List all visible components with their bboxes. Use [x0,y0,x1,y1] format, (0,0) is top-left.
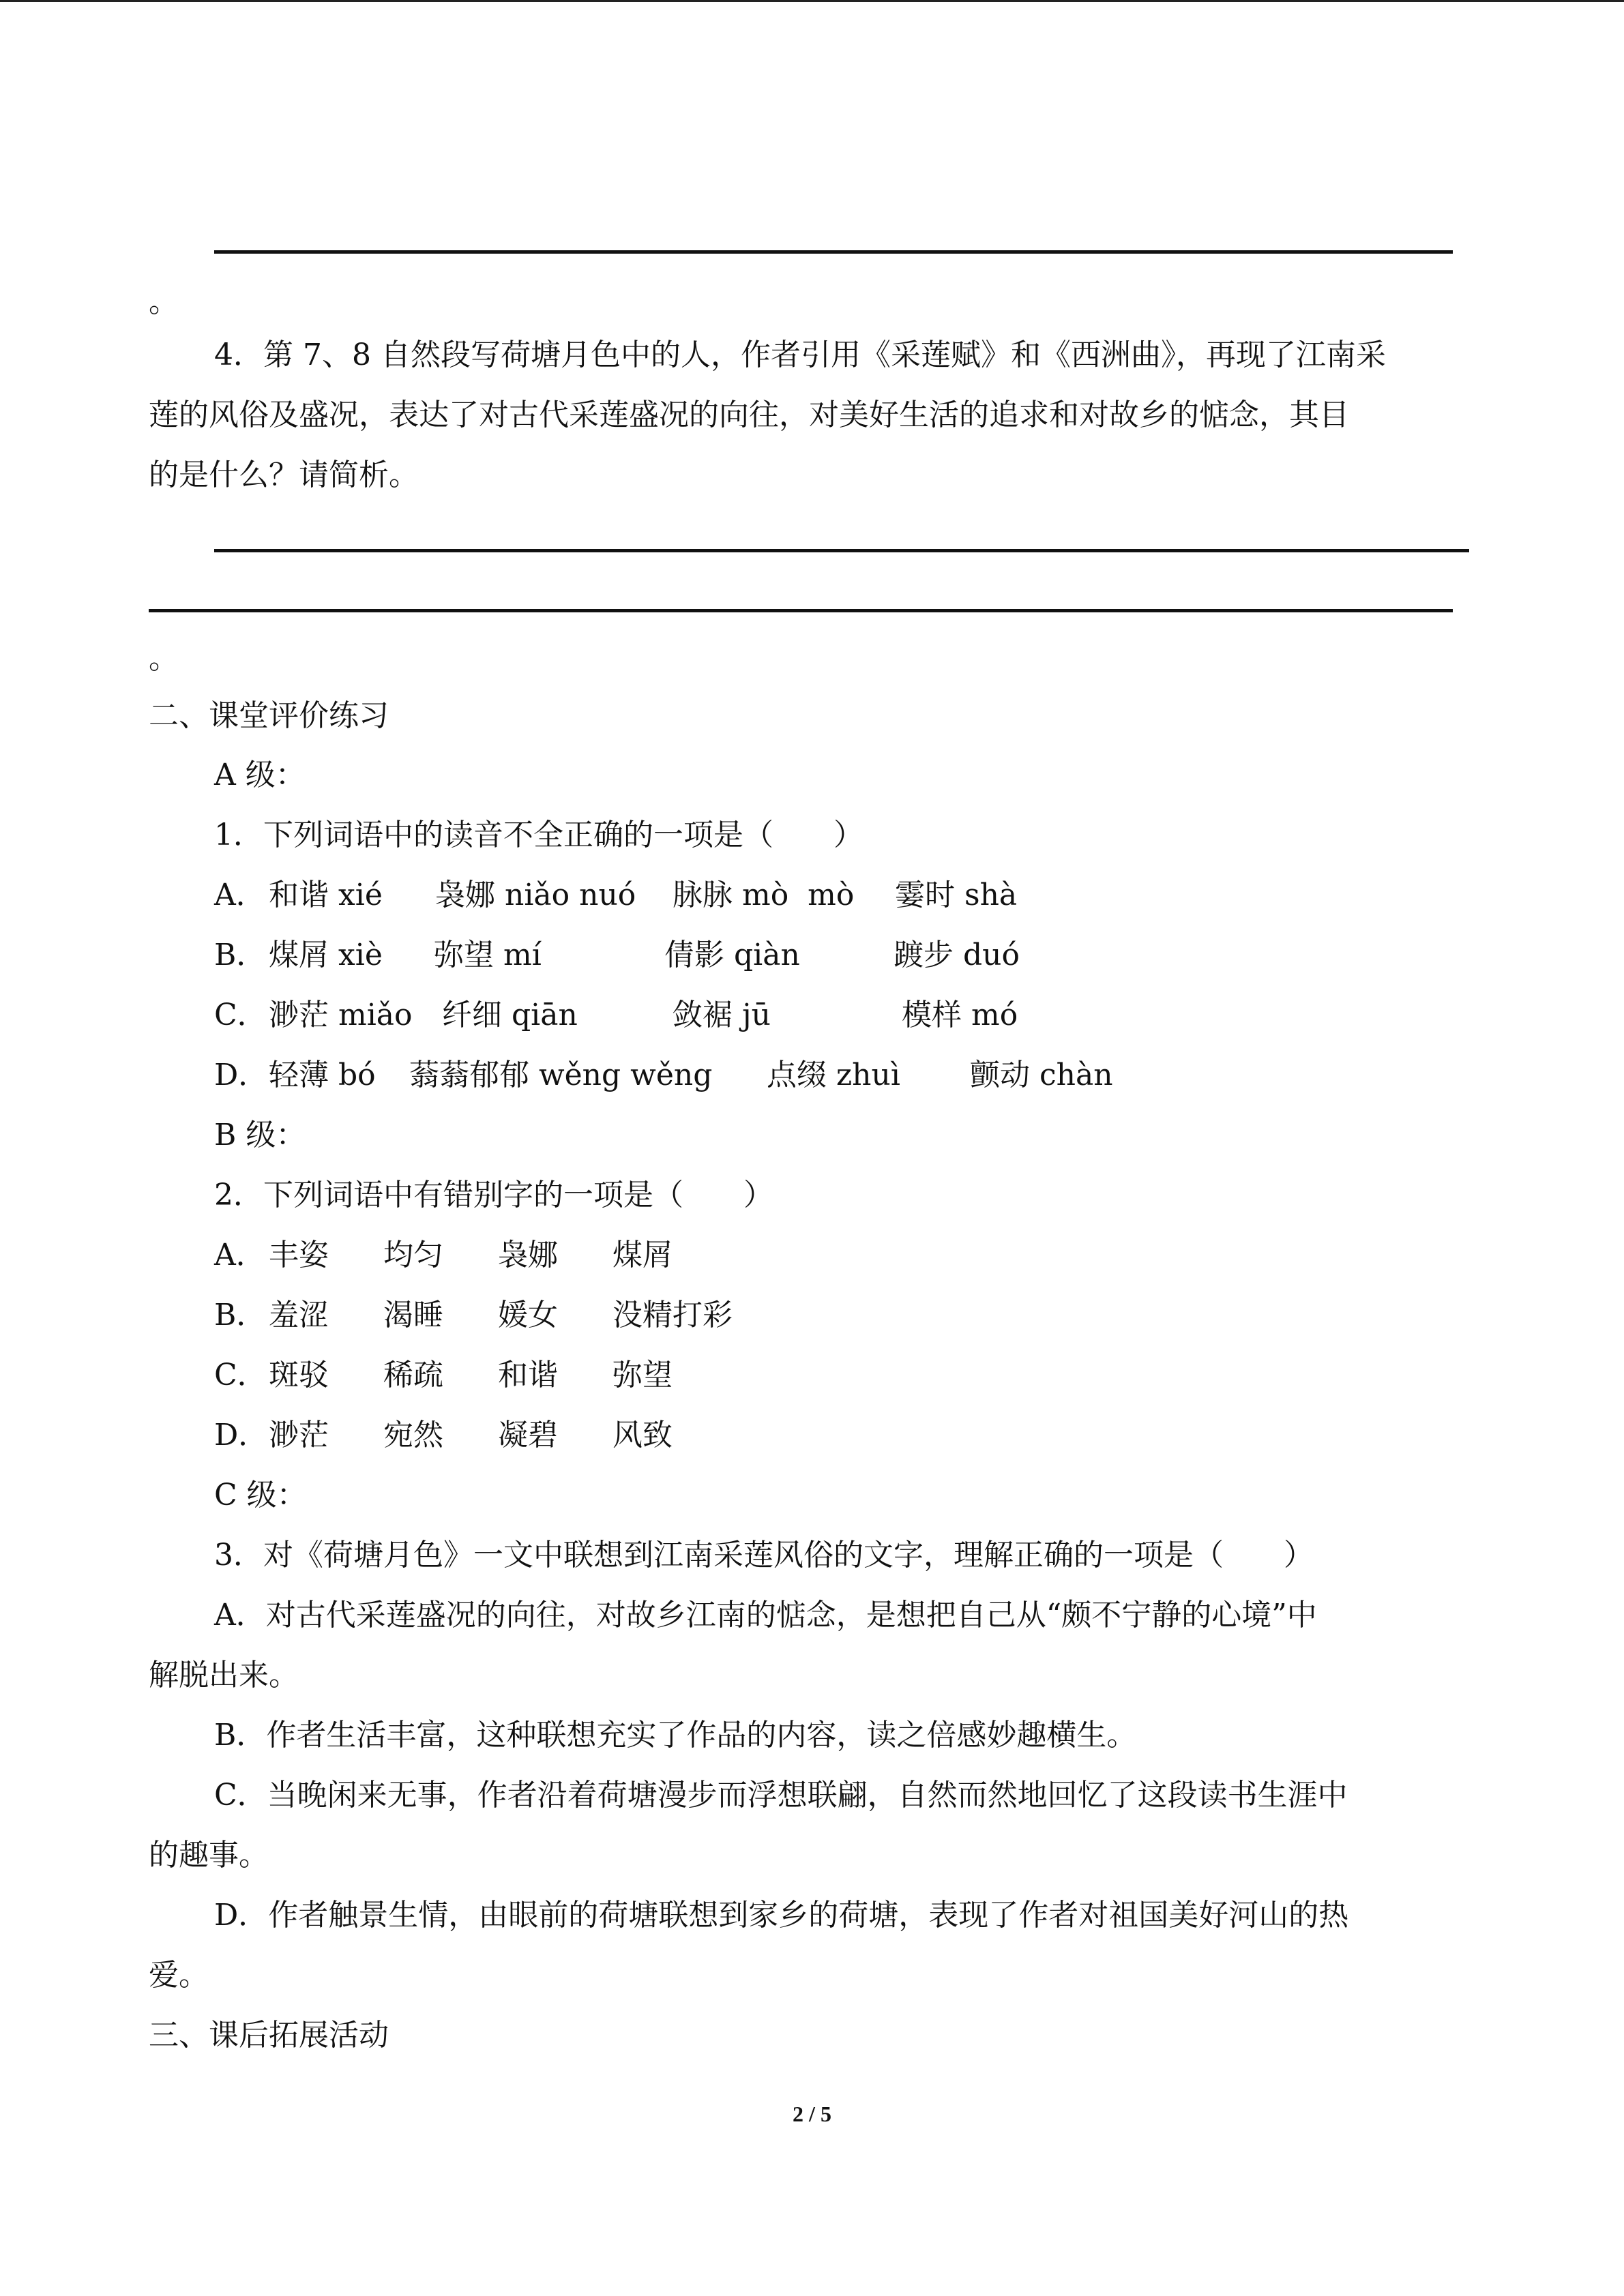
option-item: 稀疏 [383,1358,443,1392]
answer-line [214,549,1469,552]
period-mark: 。 [149,641,179,676]
option-label: A． [214,1238,266,1272]
question-3-option-a-line-2: 解脱出来。 [149,1658,299,1693]
option-item: 霎时 shà [895,878,1018,912]
option-item: 和谐 [498,1358,558,1392]
option-label: B． [214,1298,267,1332]
option-item: 和谐 xié [269,878,383,912]
option-item: 点缀 zhuì [767,1058,900,1092]
level-a-label: A 级： [214,758,306,792]
option-item: 袅娜 niǎo nuó [435,878,636,912]
option-item: 羞涩 [269,1298,329,1332]
section-2-title: 二、课堂评价练习 [149,698,389,733]
question-4-line-2: 莲的风俗及盛况，表达了对古代采莲盛况的向往，对美好生活的追求和对故乡的惦念，其目 [149,398,1349,432]
option-item: 斑驳 [269,1358,329,1392]
option-item: 踱步 duó [894,938,1020,972]
option-label: C． [214,1358,267,1392]
question-2-stem: 2．下列词语中有错别字的一项是（ ） [214,1178,773,1212]
answer-line [214,250,1453,254]
answer-line [149,609,1453,612]
question-3-option-a-line-1: A．对古代采莲盛况的向往，对故乡江南的惦念，是想把自己从“颇不宁静的心境”中 [214,1598,1317,1632]
question-3-stem: 3．对《荷塘月色》一文中联想到江南采莲风俗的文字，理解正确的一项是（ ） [214,1538,1314,1572]
option-item: 凝碧 [498,1418,558,1452]
option-item: 纤细 qiān [442,998,578,1032]
option-item: 轻薄 bó [269,1058,376,1092]
option-item: 宛然 [383,1418,443,1452]
option-item: 渺茫 [269,1418,329,1452]
page-number: 2 / 5 [793,2102,831,2126]
option-item: 蓊蓊郁郁 wěng wěng [409,1058,713,1092]
option-label: D． [214,1058,269,1092]
option-label: C． [214,998,267,1032]
option-label: B． [214,938,267,972]
section-3-title: 三、课后拓展活动 [149,2018,389,2053]
option-item: 敛裾 jū [673,998,771,1032]
question-1-stem: 1．下列词语中的读音不全正确的一项是（ ） [214,818,863,852]
option-item: 模样 mó [902,998,1018,1032]
question-3-option-d-line-1: D．作者触景生情，由眼前的荷塘联想到家乡的荷塘，表现了作者对祖国美好河山的热 [214,1898,1349,1933]
level-c-label: C 级： [214,1478,307,1512]
option-item: 颤动 chàn [970,1058,1113,1092]
option-item: 袅娜 [498,1238,558,1272]
option-item: 渴睡 [383,1298,443,1332]
option-item: 没精打彩 [612,1298,733,1332]
level-b-label: B 级： [214,1118,306,1152]
page-top-border [0,0,1624,2]
option-item: 脉脉 mò mò [673,878,855,912]
option-item: 煤屑 [612,1238,673,1272]
question-3-option-b: B．作者生活丰富，这种联想充实了作品的内容，读之倍感妙趣横生。 [214,1718,1137,1753]
option-item: 均匀 [383,1238,443,1272]
option-item: 风致 [612,1418,673,1452]
question-4-line-3: 的是什么？请简析。 [149,458,419,492]
question-3-option-c-line-1: C．当晚闲来无事，作者沿着荷塘漫步而浮想联翩，自然而然地回忆了这段读书生涯中 [214,1778,1348,1813]
option-item: 渺茫 miǎo [269,998,413,1032]
option-item: 倩影 qiàn [664,938,800,972]
option-label: D． [214,1418,269,1452]
period-mark: 。 [149,284,179,319]
question-3-option-d-line-2: 爱。 [149,1958,209,1993]
question-3-option-c-line-2: 的趣事。 [149,1838,269,1873]
option-item: 丰姿 [269,1238,329,1272]
option-label: A． [214,878,266,912]
option-item: 煤屑 xiè [269,938,383,972]
option-item: 媛女 [498,1298,558,1332]
question-4-line-1: 4．第 7、8 自然段写荷塘月色中的人，作者引用《采莲赋》和《西洲曲》，再现了江南采 [214,338,1386,372]
option-item: 弥望 mí [434,938,542,972]
option-item: 弥望 [612,1358,673,1392]
